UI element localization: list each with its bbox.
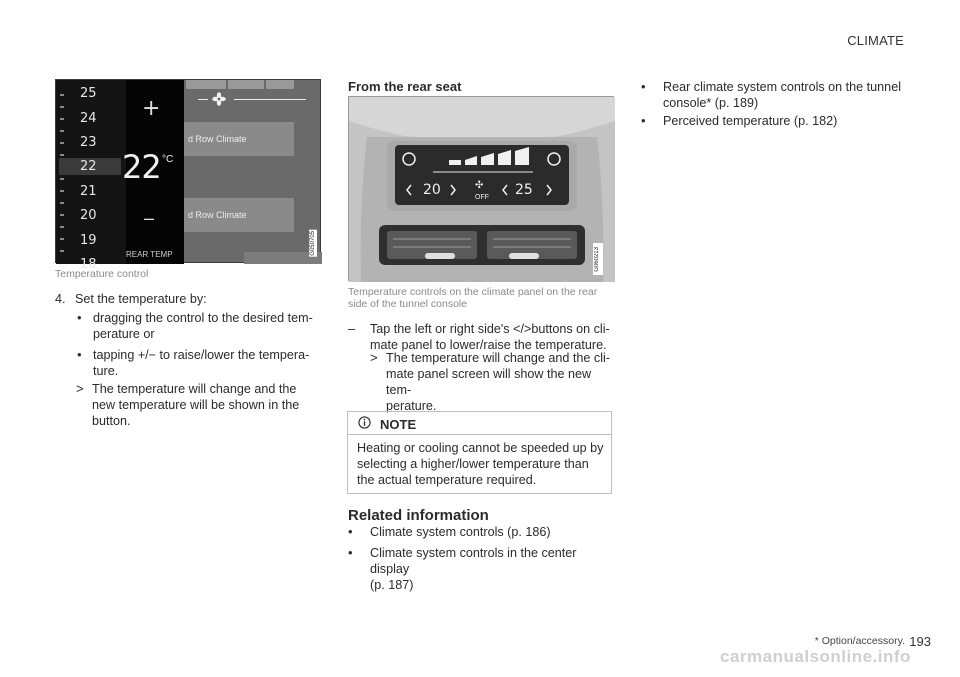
related-link[interactable]: • Climate system controls in the center display (p. 187) [348,545,577,592]
result-text [370,350,613,414]
fan-icon: ✣ [475,180,484,191]
scale-number: 21 [80,184,97,199]
related-link-text[interactable]: Rear climate system controls on the tunnel console* (p. 189) [663,80,901,110]
plus-icon[interactable]: + [142,96,161,121]
scale-number: 24 [80,111,97,126]
fan-speed-row [198,92,308,106]
fan-off-label[interactable]: OFF [475,194,489,201]
temperature-scale [56,80,126,272]
info-icon [358,416,371,429]
related-link[interactable]: • Rear climate system controls on the tunnel console* (p. 189) [641,79,901,110]
result-marker: > [76,381,84,396]
bullet-text: tapping +/− to raise/lower the tempera- ture. [93,348,310,378]
bullet-text: dragging the control to the desired tem- perature or [93,311,313,341]
page-number: 193 [909,634,931,649]
right-temperature-value[interactable]: 25 [515,182,533,198]
watermark: carmanualsonline.info [720,647,911,666]
note-body: Heating or cooling cannot be speeded up by selecting a higher/lower temperature than the actual temperature required. [357,441,604,487]
related-link-text[interactable]: Climate system controls in the center display (p. 187) [370,546,577,592]
row-climate-button-label: d Row Climate [188,210,247,220]
rear-console-figure [348,96,614,281]
result-body: The temperature will change and the cli- mate panel screen will show the new tem- perature. [386,351,611,413]
section-heading: From the rear seat [348,79,462,94]
dash-marker: – [348,321,356,336]
scale-number: 20 [80,208,97,223]
scale-number: 23 [80,135,97,150]
figure-code: G060213 [594,247,600,272]
step-text: Set the temperature by: [75,292,207,306]
result-text [76,381,322,429]
related-link-text[interactable]: Perceived temperature (p. 182) [663,114,838,128]
related-heading: Related information [348,507,489,524]
footnote: * Option/accessory. [814,635,905,647]
left-temperature-value[interactable]: 20 [423,182,441,198]
related-link[interactable]: • Climate system controls (p. 186) [348,524,551,539]
scale-number: 22 [80,159,97,174]
figure-code: G050705 [310,231,316,256]
minus-icon[interactable]: – [144,208,155,228]
row-climate-button-label: d Row Climate [188,134,247,144]
row-climate-button[interactable] [184,198,294,232]
note-header [348,412,611,435]
instruction-step [348,321,613,353]
fan-icon [212,92,226,106]
instruction-text: Tap the left or right side's </>buttons on cli- mate panel to lower/raise the temperature. [370,322,610,352]
related-link[interactable]: • Perceived temperature (p. 182) [641,113,838,128]
temperature-control-figure [55,79,321,272]
figure-caption: Temperature controls on the climate panel on the rear side of the tunnel console [348,286,598,310]
list-item: • tapping +/− to raise/lower the tempera- ture. [77,347,310,378]
step-4 [55,291,330,307]
scale-number: 19 [80,233,97,248]
scale-number: 25 [80,86,97,101]
row-climate-button[interactable] [184,122,294,156]
note-title: NOTE [380,417,417,432]
temperature-unit: °C [162,154,174,165]
related-link-text[interactable]: Climate system controls (p. 186) [370,525,551,539]
figure-caption: Temperature control [55,268,149,280]
result-body: The temperature will change and the new temperature will be shown in the button. [92,382,300,428]
scale-number: 18 [80,257,97,272]
temperature-slider[interactable] [122,80,184,264]
note-box [347,411,612,494]
list-item: • dragging the control to the desired tem- perature or [77,310,313,341]
current-temperature: 22 [122,148,161,186]
step-number: 4. [55,292,66,306]
result-marker: > [370,350,378,365]
section-title: CLIMATE [847,33,904,48]
rear-temp-label: REAR TEMP [126,250,173,259]
